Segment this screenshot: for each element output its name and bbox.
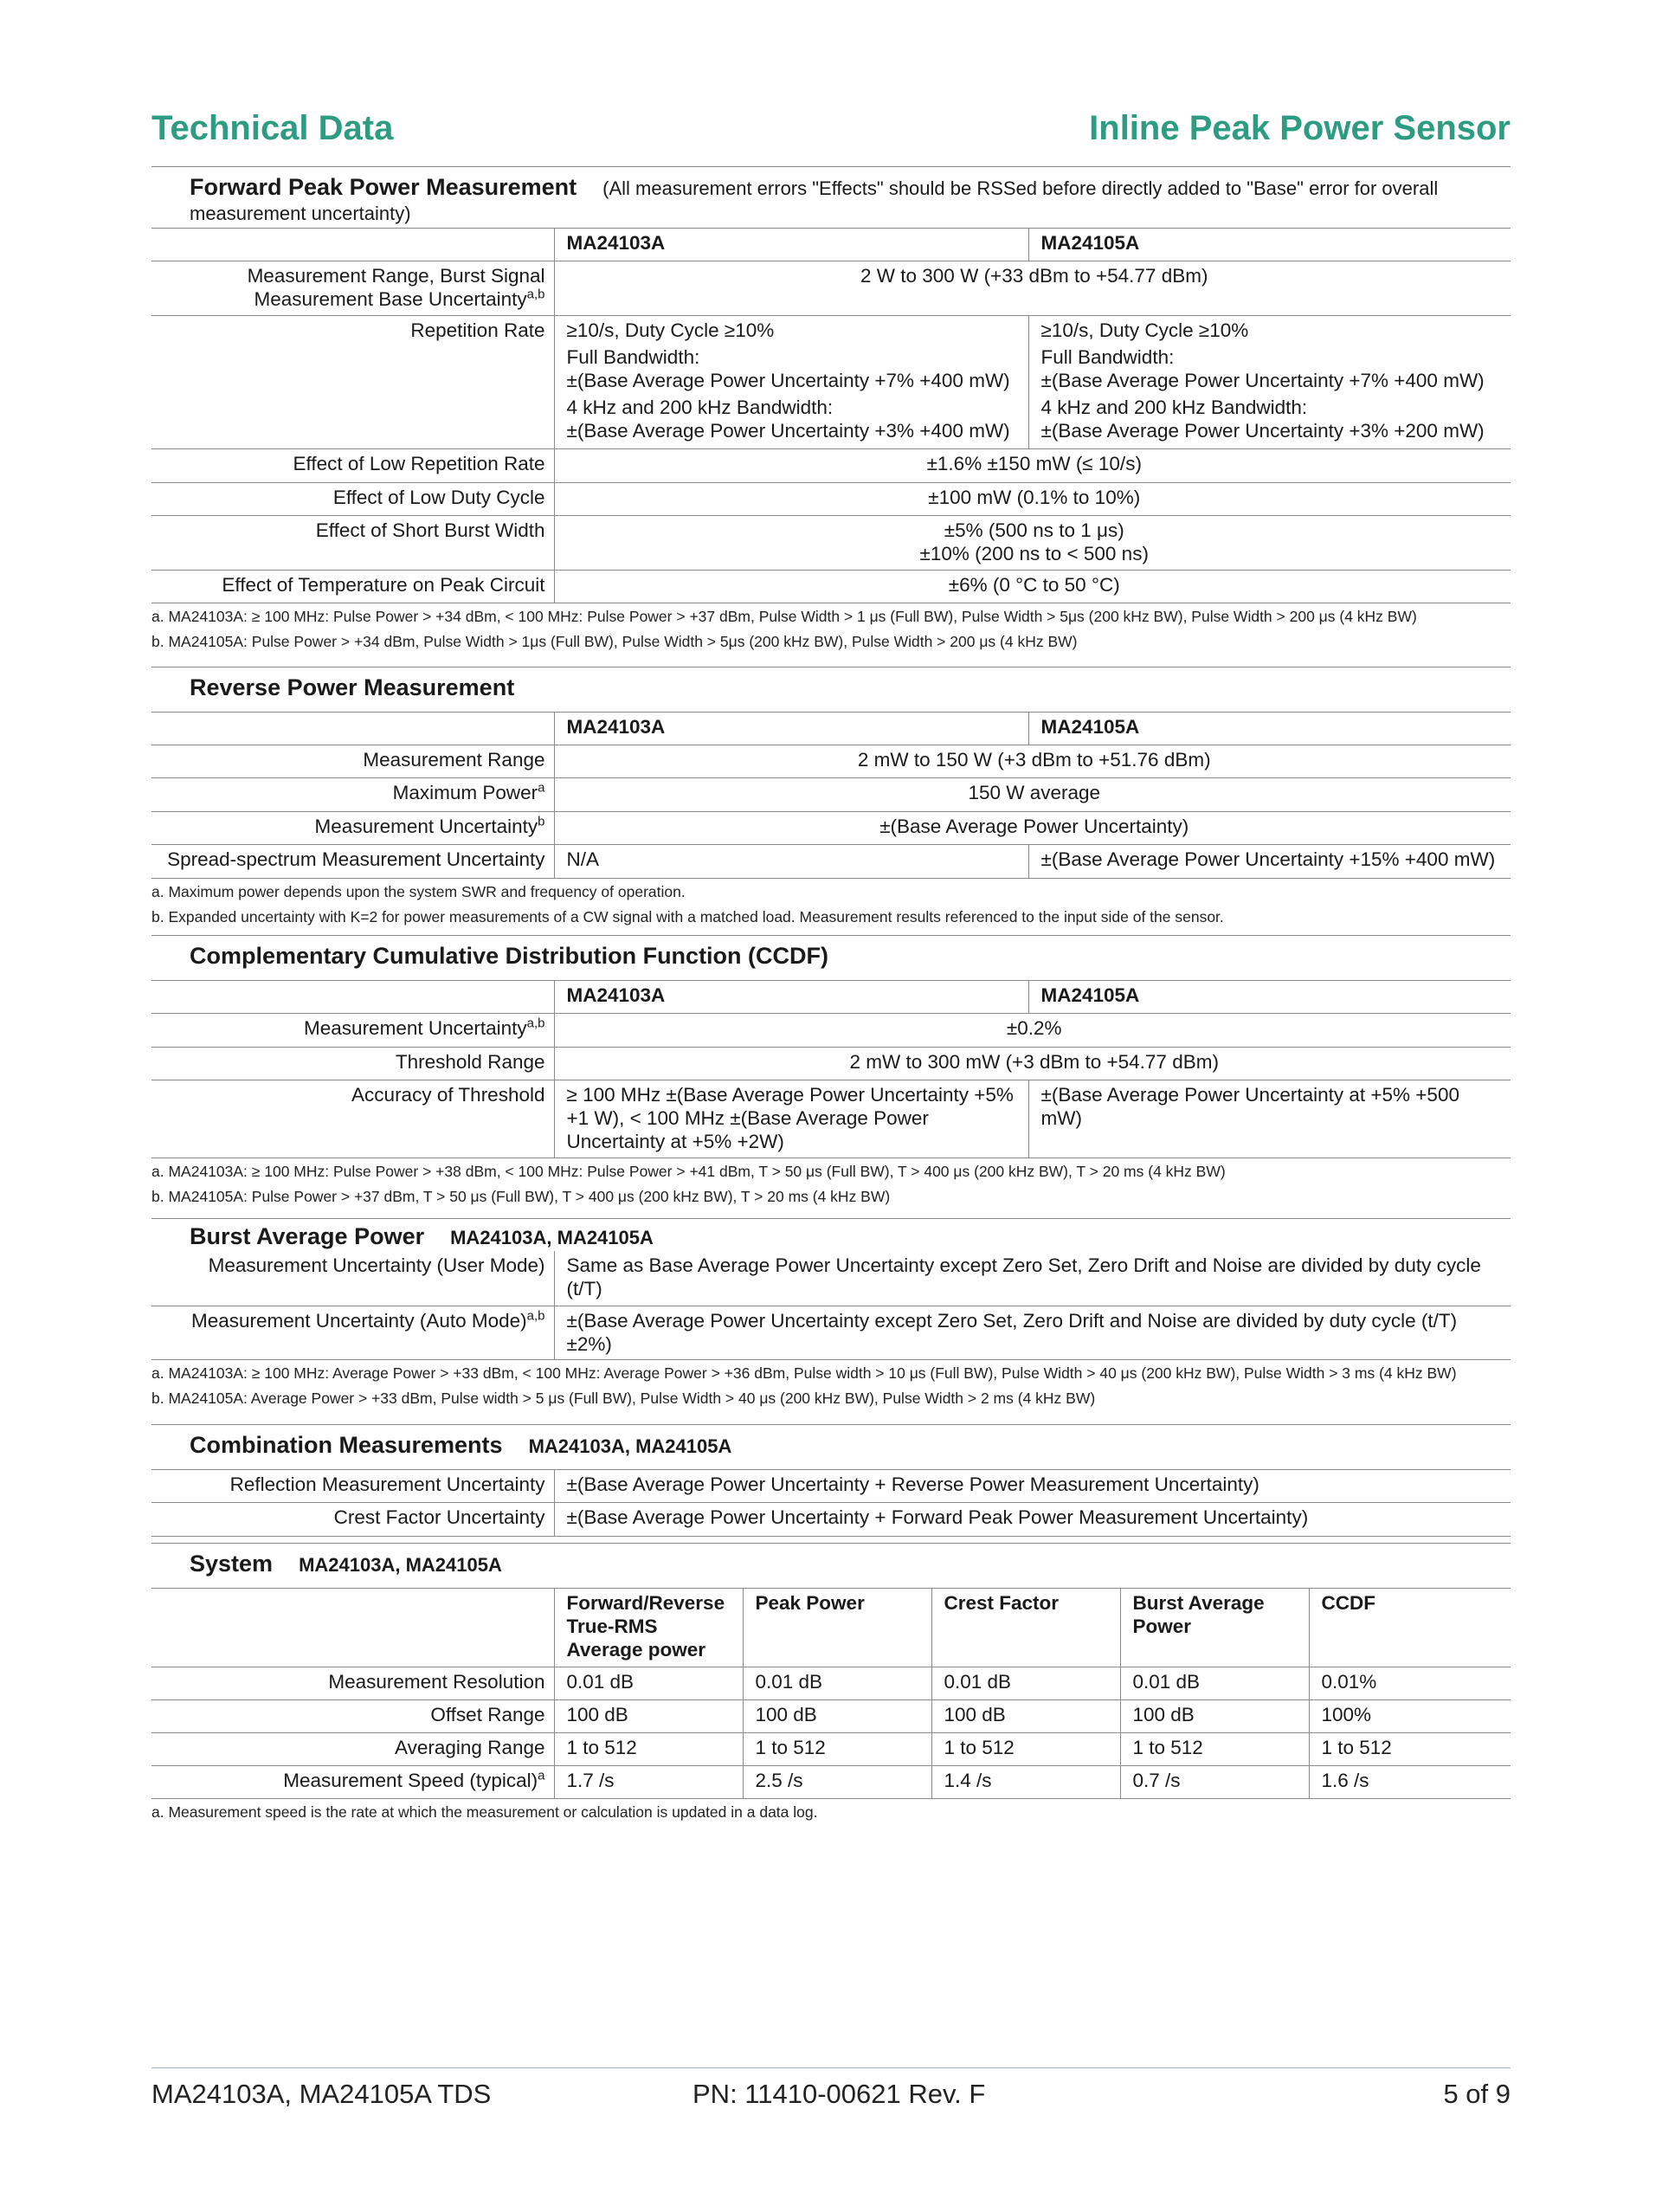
section-models: MA24103A, MA24105A <box>299 1554 502 1576</box>
combination-measurements-section <box>151 1424 1511 1537</box>
row-label <box>151 1306 554 1359</box>
burst-average-power-section <box>151 1218 1511 1414</box>
row-label <box>151 778 554 812</box>
footnote: a. MA24103A: ≥ 100 MHz: Pulse Power > +38 dBm, < 100 MHz: Pulse Power > +41 dBm, T > 50 μs (Full BW), T > 400 μs (200 kHz BW), T > 20 ms (4 kHz BW) <box>151 1163 1226 1180</box>
cell-line: ≥10/s, Duty Cycle ≥10% <box>1040 319 1249 341</box>
section-models: MA24103A, MA24105A <box>450 1227 654 1248</box>
row-value <box>554 516 1511 571</box>
forward-peak-power-table <box>151 228 1511 603</box>
section-header <box>151 1543 1511 1588</box>
row-label: Effect of Low Duty Cycle <box>151 483 554 516</box>
cell-line: ±(Base Average Power Uncertainty +7% +400 mW) <box>1040 370 1485 391</box>
table-cell: 0.7 /s <box>1120 1766 1309 1799</box>
burst-average-power-table <box>151 1251 1511 1360</box>
table-cell: 1.6 /s <box>1309 1766 1511 1799</box>
section-header <box>151 166 1511 228</box>
footnote-ref: b <box>538 814 545 829</box>
col-header: Burst Average Power <box>1120 1589 1309 1667</box>
forward-peak-power-section <box>151 166 1511 657</box>
col-header: Peak Power <box>743 1589 931 1667</box>
row-value: ±(Base Average Power Uncertainty except Zero Set, Zero Drift and Noise are divided by duty cycle (t/T) ±2%) <box>554 1306 1511 1359</box>
row-label <box>151 1014 554 1048</box>
repetition-rate-ma24105a <box>1028 316 1511 449</box>
cell-line: ±5% (500 ns to 1 μs) <box>944 519 1124 541</box>
label-text: Measurement Uncertainty (Auto Mode) <box>190 1309 527 1332</box>
blank-header <box>151 713 554 745</box>
table-cell: 100 dB <box>1120 1700 1309 1733</box>
row-value: ±(Base Average Power Uncertainty + Reverse Power Measurement Uncertainty) <box>554 1470 1511 1503</box>
footnote: a. Measurement speed is the rate at which the measurement or calculation is updated in a data log. <box>151 1803 818 1821</box>
footer-part-number: PN: 11410-00621 Rev. F <box>692 2079 986 2109</box>
table-cell: 1 to 512 <box>931 1733 1120 1766</box>
row-label: Crest Factor Uncertainty <box>151 1503 554 1537</box>
row-value: ±1.6% ±150 mW (≤ 10/s) <box>554 449 1511 483</box>
row-label <box>151 261 554 316</box>
footnote: a. Maximum power depends upon the system SWR and frequency of operation. <box>151 883 686 900</box>
col-header-ma24103a: MA24103A <box>554 229 1028 261</box>
cell-ma24105a: ±(Base Average Power Uncertainty at +5% +500 mW) <box>1028 1080 1511 1158</box>
footnote: a. MA24103A: ≥ 100 MHz: Pulse Power > +34 dBm, < 100 MHz: Pulse Power > +37 dBm, Pulse Width > 1 μs (Full BW), Pulse Width > 5μs (200 kHz BW), Pulse Width > 200 μs (4 kHz BW) <box>151 608 1417 625</box>
row-label: Repetition Rate <box>151 316 554 449</box>
page-footer <box>151 2067 1511 2109</box>
row-label <box>151 1667 554 1700</box>
footnote: b. MA24105A: Average Power > +33 dBm, Pulse width > 5 μs (Full BW), Pulse Width > 40 μs (200 kHz BW), Pulse Width > 2 ms (4 kHz BW) <box>151 1389 1096 1407</box>
repetition-rate-ma24103a <box>554 316 1028 449</box>
footnote-ref: a,b <box>526 1016 545 1031</box>
row-value: 2 mW to 150 W (+3 dBm to +51.76 dBm) <box>554 745 1511 778</box>
table-cell: 1.4 /s <box>931 1766 1120 1799</box>
table-cell: 100% <box>1309 1700 1511 1733</box>
reverse-power-section <box>151 667 1511 932</box>
footer-doc-id: MA24103A, MA24105A TDS <box>151 2079 492 2109</box>
ccdf-section <box>151 935 1511 1212</box>
row-value: Same as Base Average Power Uncertainty except Zero Set, Zero Drift and Noise are divided by duty cycle (t/T) <box>554 1251 1511 1306</box>
cell-line: ±(Base Average Power Uncertainty +7% +400 mW) <box>566 370 1010 391</box>
col-header-ma24103a: MA24103A <box>554 713 1028 745</box>
section-title: System <box>190 1551 274 1577</box>
label-text: Offset Range <box>430 1704 545 1725</box>
table-row <box>151 1766 1511 1799</box>
footnote: b. MA24105A: Pulse Power > +34 dBm, Pulse Width > 1μs (Full BW), Pulse Width > 5μs (200 kHz BW), Pulse Width > 200 μs (4 kHz BW) <box>151 633 1078 650</box>
footnote-ref: a <box>538 780 545 796</box>
label-text: Maximum Power <box>392 782 538 803</box>
section-title: Forward Peak Power Measurement <box>190 174 577 200</box>
col-header-ma24105a: MA24105A <box>1028 229 1511 261</box>
row-label: Measurement Range <box>151 745 554 778</box>
blank-header <box>151 981 554 1014</box>
col-header-ma24105a: MA24105A <box>1028 713 1511 745</box>
blank-header <box>151 1589 554 1667</box>
row-value: ±(Base Average Power Uncertainty) <box>554 812 1511 845</box>
row-value: 2 mW to 300 mW (+3 dBm to +54.77 dBm) <box>554 1048 1511 1080</box>
row-label: Spread-spectrum Measurement Uncertainty <box>151 845 554 879</box>
col-header-ma24103a: MA24103A <box>554 981 1028 1014</box>
row-value: ±(Base Average Power Uncertainty + Forward Peak Power Measurement Uncertainty) <box>554 1503 1511 1537</box>
footnotes <box>151 1360 1511 1408</box>
cell-line: ±10% (200 ns to < 500 ns) <box>919 543 1149 564</box>
table-cell: 1 to 512 <box>1120 1733 1309 1766</box>
cell-ma24105a: ±(Base Average Power Uncertainty +15% +400 mW) <box>1028 845 1511 879</box>
section-title: Combination Measurements <box>190 1432 503 1458</box>
row-label: Effect of Temperature on Peak Circuit <box>151 571 554 603</box>
section-header <box>151 667 1511 712</box>
row-value: 2 W to 300 W (+33 dBm to +54.77 dBm) <box>554 261 1511 316</box>
row-value: ±100 mW (0.1% to 10%) <box>554 483 1511 516</box>
footnotes <box>151 879 1511 926</box>
section-title: Reverse Power Measurement <box>190 674 515 700</box>
row-label: Effect of Low Repetition Rate <box>151 449 554 483</box>
table-row <box>151 1667 1511 1700</box>
label-text: Measurement Uncertainty <box>304 1017 527 1039</box>
table-cell: 100 dB <box>931 1700 1120 1733</box>
footnotes <box>151 603 1511 651</box>
page-header <box>151 109 1511 158</box>
section-header <box>151 935 1511 980</box>
footnote-ref: a,b <box>526 1308 545 1323</box>
section-note: (All measurement errors "Effects" should be RSSed before directly added to "Base" error for overall measurement uncertainty) <box>190 177 1439 224</box>
system-section <box>151 1543 1511 1828</box>
cell-line: ±(Base Average Power Uncertainty +3% +400 mW) <box>566 420 1010 442</box>
row-label: Effect of Short Burst Width <box>151 516 554 571</box>
cell-line: 4 kHz and 200 kHz Bandwidth: <box>1040 397 1308 418</box>
label-text: Measurement Speed (typical) <box>283 1770 538 1791</box>
table-cell: 100 dB <box>554 1700 743 1733</box>
col-header-ma24105a: MA24105A <box>1028 981 1511 1014</box>
row-label: Measurement Uncertainty (User Mode) <box>151 1251 554 1306</box>
table-cell: 0.01 dB <box>1120 1667 1309 1700</box>
table-cell: 0.01 dB <box>743 1667 931 1700</box>
cell-line: ±(Base Average Power Uncertainty +3% +200 mW) <box>1040 420 1485 442</box>
table-cell: 1 to 512 <box>743 1733 931 1766</box>
cell-line: ≥10/s, Duty Cycle ≥10% <box>566 319 775 341</box>
row-label <box>151 1766 554 1799</box>
system-table-body <box>151 1667 1511 1799</box>
reverse-power-table <box>151 712 1511 879</box>
header-title-left: Technical Data <box>151 109 394 147</box>
header-title-right: Inline Peak Power Sensor <box>1089 109 1511 147</box>
label-text: Measurement Resolution <box>328 1671 545 1693</box>
section-models: MA24103A, MA24105A <box>528 1435 732 1457</box>
cell-line: 4 kHz and 200 kHz Bandwidth: <box>566 397 834 418</box>
table-cell: 100 dB <box>743 1700 931 1733</box>
label-text: Measurement Uncertainty <box>314 816 538 837</box>
section-title: Complementary Cumulative Distribution Function (CCDF) <box>190 943 829 969</box>
label-text: Measurement Range, Burst Signal Measurement Base Uncertainty <box>247 265 545 310</box>
row-label <box>151 1700 554 1733</box>
table-cell: 1 to 512 <box>1309 1733 1511 1766</box>
col-header: CCDF <box>1309 1589 1511 1667</box>
footnote: a. MA24103A: ≥ 100 MHz: Average Power > +33 dBm, < 100 MHz: Average Power > +36 dBm, Pulse width > 10 μs (Full BW), Pulse Width > 40 μs (200 kHz BW), Pulse Width > 3 ms (4 kHz BW) <box>151 1364 1457 1382</box>
cell-ma24103a: ≥ 100 MHz ±(Base Average Power Uncertainty +5% +1 W), < 100 MHz ±(Base Average Power Uncertainty at +5% +2W) <box>554 1080 1028 1158</box>
blank-header <box>151 229 554 261</box>
section-header <box>151 1424 1511 1469</box>
table-row <box>151 1700 1511 1733</box>
footer-page-number: 5 of 9 <box>1443 2079 1511 2109</box>
table-cell: 0.01 dB <box>554 1667 743 1700</box>
col-header: Forward/Reverse True-RMS Average power <box>554 1589 743 1667</box>
cell-line: Full Bandwidth: <box>1040 346 1175 368</box>
section-header <box>151 1218 1511 1251</box>
cell-line: Full Bandwidth: <box>566 346 700 368</box>
footnote: b. Expanded uncertainty with K=2 for power measurements of a CW signal with a matched load. Measurement results referenced to the input side of the sensor. <box>151 908 1224 925</box>
row-label <box>151 1733 554 1766</box>
row-label: Accuracy of Threshold <box>151 1080 554 1158</box>
table-cell: 0.01 dB <box>931 1667 1120 1700</box>
combination-measurements-table <box>151 1469 1511 1537</box>
row-label: Reflection Measurement Uncertainty <box>151 1470 554 1503</box>
cell-ma24103a: N/A <box>554 845 1028 879</box>
row-value: ±0.2% <box>554 1014 1511 1048</box>
footnote: b. MA24105A: Pulse Power > +37 dBm, T > 50 μs (Full BW), T > 400 μs (200 kHz BW), T > 20 ms (4 kHz BW) <box>151 1188 891 1205</box>
footnote-ref: a,b <box>526 287 545 302</box>
system-table <box>151 1588 1511 1799</box>
row-label: Threshold Range <box>151 1048 554 1080</box>
footnotes <box>151 1158 1511 1206</box>
footnote-ref: a <box>538 1768 545 1783</box>
footnotes <box>151 1799 1511 1822</box>
table-cell: 1 to 512 <box>554 1733 743 1766</box>
label-text: Averaging Range <box>395 1737 545 1758</box>
table-cell: 1.7 /s <box>554 1766 743 1799</box>
row-value: 150 W average <box>554 778 1511 812</box>
row-value: ±6% (0 °C to 50 °C) <box>554 571 1511 603</box>
table-cell: 0.01% <box>1309 1667 1511 1700</box>
section-title: Burst Average Power <box>190 1223 425 1249</box>
row-label <box>151 812 554 845</box>
ccdf-table <box>151 980 1511 1158</box>
col-header: Crest Factor <box>931 1589 1120 1667</box>
table-cell: 2.5 /s <box>743 1766 931 1799</box>
table-row <box>151 1733 1511 1766</box>
